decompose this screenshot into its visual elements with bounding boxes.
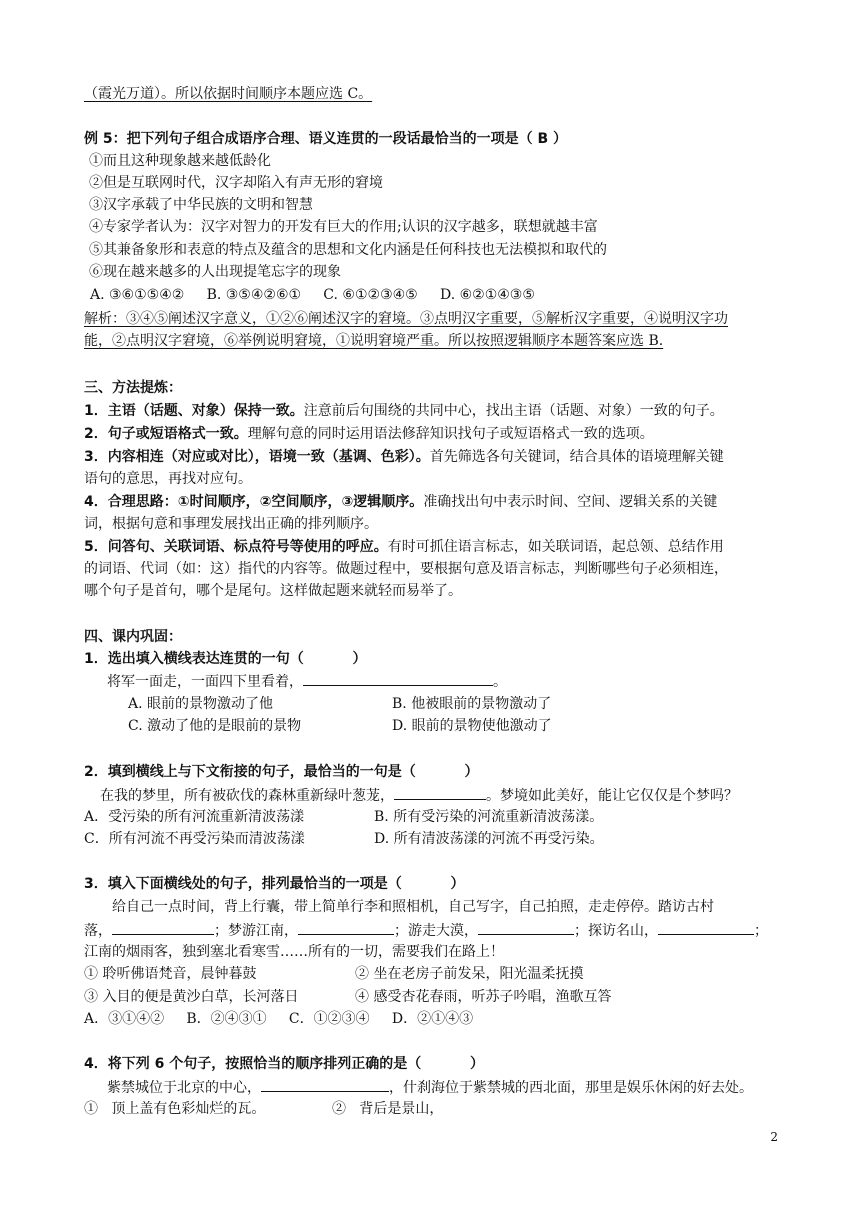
- example5-sentence-4: ④专家学者认为：汉字对智力的开发有巨大的作用;认识的汉字越多，联想就越丰富: [89, 219, 598, 235]
- method-item-3-cont: 语句的意思，再找对应句。: [84, 471, 252, 487]
- q1-answer-blank[interactable]: [303, 671, 493, 686]
- example5-sentence-3: ③汉字承载了中华民族的文明和智慧: [89, 197, 313, 213]
- q1-option-a: A. 眼前的景物激动了他: [128, 696, 274, 712]
- method-item-5-cont2: 哪个句子是首句，哪个是尾句。这样做起题来就轻而易举了。: [84, 583, 462, 599]
- q2-option-d: D. 所有清波荡漾的河流不再受污染。: [374, 831, 604, 847]
- method-item-1-text: 注意前后句围绕的共同中心，找出主语（话题、对象）一致的句子。: [303, 403, 724, 419]
- practice-heading: 四、课内巩固：: [84, 629, 182, 645]
- q4-option-2: ② 背后是景山，: [332, 1101, 444, 1117]
- q4-title: 4．将下列 6 个句子，按照恰当的顺序排列正确的是（ ）: [84, 1056, 484, 1072]
- q1-option-c: C. 激动了他的是眼前的景物: [128, 718, 302, 734]
- method-item-4-bold: 4．合理思路：①时间顺序，②空间顺序，③逻辑顺序。: [84, 494, 424, 510]
- q4-option-1: ① 顶上盖有色彩灿烂的瓦。: [84, 1101, 266, 1117]
- q2-option-a: A．受污染的所有河流重新清波荡漾: [84, 809, 305, 825]
- q3-blank-3[interactable]: [478, 920, 574, 935]
- example5-options: A. ③⑥①⑤④② B. ③⑤④②⑥① C. ⑥①②③④⑤ D. ⑥②①④③⑤: [90, 287, 535, 303]
- q3-option-4: ④ 感受杏花春雨，听苏子吟唱，渔歌互答: [355, 989, 612, 1005]
- q4-stem-text: 紫禁城位于北京的中心，: [107, 1080, 261, 1096]
- q3-paragraph-line1: 给自己一点时间，背上行囊，带上简单行李和照相机，自己写字，自己拍照，走走停停。踏访古村: [112, 899, 714, 915]
- q3-paragraph-line3: 江南的烟雨客，独到塞北看寒雪……所有的一切，需要我们在路上！: [84, 944, 504, 960]
- q4-answer-blank[interactable]: [261, 1077, 389, 1092]
- q3-text-d: ；探访名山，: [574, 923, 658, 939]
- example5-sentence-5: ⑤其兼备象形和表意的特点及蕴含的思想和文化内涵是任何科技也无法模拟和取代的: [89, 242, 607, 258]
- q3-option-1: ① 聆听佛语梵音，晨钟暮鼓: [84, 966, 257, 982]
- example5-sentence-2: ②但是互联网时代，汉字却陷入有声无形的窘境: [89, 175, 383, 191]
- method-item-2-bold: 2．句子或短语格式一致。: [84, 426, 248, 442]
- method-item-2: [84, 424, 654, 444]
- example5-sentence-6: ⑥现在越来越多的人出现提笔忘字的现象: [89, 264, 341, 280]
- method-item-5: [84, 537, 724, 557]
- q3-text-e: ；: [754, 923, 768, 939]
- method-item-5-text: 有时可抓住语言标志，如关联词语，起总领、总结作用: [387, 539, 724, 555]
- page-number: 2: [770, 1130, 778, 1144]
- q2-stem-text: 在我的梦里，所有被砍伐的森林重新绿叶葱茏，: [100, 788, 394, 804]
- method-item-1-bold: 1．主语（话题、对象）保持一致。: [84, 403, 304, 419]
- q1-stem-end: 。: [493, 674, 507, 690]
- method-item-4-text: 准确找出句中表示时间、空间、逻辑关系的关键: [423, 494, 718, 510]
- method-item-5-bold: 5．问答句、关联词语、标点符号等使用的呼应。: [84, 539, 388, 555]
- q3-blank-1[interactable]: [112, 920, 214, 935]
- method-item-2-text: 理解句意的同时运用语法修辞知识找句子或短语格式一致的选项。: [247, 426, 654, 442]
- q1-option-d: D. 眼前的景物使他激动了: [392, 718, 552, 734]
- q1-stem: [107, 671, 507, 692]
- q2-option-b: B. 所有受污染的河流重新清波荡漾。: [374, 809, 604, 825]
- prev-answer-line: （霞光万道）。所以依据时间顺序本题应选 C。: [84, 86, 373, 102]
- method-item-4: [84, 492, 717, 512]
- q2-answer-blank[interactable]: [394, 785, 486, 800]
- example5-sentence-1: ①而且这种现象越来越低龄化: [89, 153, 271, 169]
- q3-option-2: ② 坐在老房子前发呆，阳光温柔抚摸: [355, 966, 584, 982]
- method-item-3-text: 首先筛选各句关键词，结合具体的语境理解关键: [429, 449, 724, 465]
- q1-option-b: B. 他被眼前的景物激动了: [392, 696, 552, 712]
- q3-text-c: ；游走大漠，: [394, 923, 478, 939]
- method-item-4-cont: 词，根据句意和事理发展找出正确的排列顺序。: [84, 516, 378, 532]
- example5-analysis-line1: 解析：③④⑤阐述汉字意义，①②⑥阐述汉字的窘境。③点明汉字重要，⑤解析汉字重要，④说明汉字功: [84, 311, 728, 327]
- example5-title: 例 5：把下列句子组合成语序合理、语义连贯的一段话最恰当的一项是（ B ）: [84, 131, 568, 147]
- q3-blank-4[interactable]: [658, 920, 754, 935]
- method-heading: 三、方法提炼：: [84, 380, 182, 396]
- q3-blank-2[interactable]: [298, 920, 394, 935]
- q4-stem: [107, 1077, 753, 1098]
- method-item-3: [84, 447, 724, 467]
- q3-title: 3．填入下面横线处的句子，排列最恰当的一项是（ ）: [84, 876, 465, 892]
- q2-title: 2．填到横线上与下文衔接的句子，最恰当的一句是（ ）: [84, 764, 479, 780]
- method-item-3-bold: 3．内容相连（对应或对比），语境一致（基调、色彩）。: [84, 449, 430, 465]
- method-item-5-cont1: 的词语、代词（如：这）指代的内容等。做题过程中，要根据句意及语言标志，判断哪些句子必须相连，: [84, 561, 728, 577]
- q1-stem-text: 将军一面走，一面四下里看着，: [107, 674, 303, 690]
- q3-choices: A．③①④② B．②④③① C．①②③④ D．②①④③: [84, 1011, 474, 1027]
- example5-analysis-line2: 能，②点明汉字窘境，⑥举例说明窘境，①说明窘境严重。所以按照逻辑顺序本题答案应选 B.: [84, 333, 664, 349]
- q2-stem: [100, 785, 738, 806]
- q3-text-a: 落，: [84, 923, 112, 939]
- q3-paragraph-line2: [84, 920, 768, 941]
- q2-option-c: C．所有河流不再受污染而清波荡漾: [84, 831, 305, 847]
- q4-stem-end: ，什刹海位于紫禁城的西北面，那里是娱乐休闲的好去处。: [389, 1080, 753, 1096]
- q3-text-b: ；梦游江南，: [214, 923, 298, 939]
- q2-stem-end: 。梦境如此美好，能让它仅仅是个梦吗？: [486, 788, 738, 804]
- q3-option-3: ③ 入目的便是黄沙白草，长河落日: [84, 989, 299, 1005]
- q1-title: 1．选出填入横线表达连贯的一句（ ）: [84, 651, 367, 667]
- method-item-1: [84, 401, 724, 421]
